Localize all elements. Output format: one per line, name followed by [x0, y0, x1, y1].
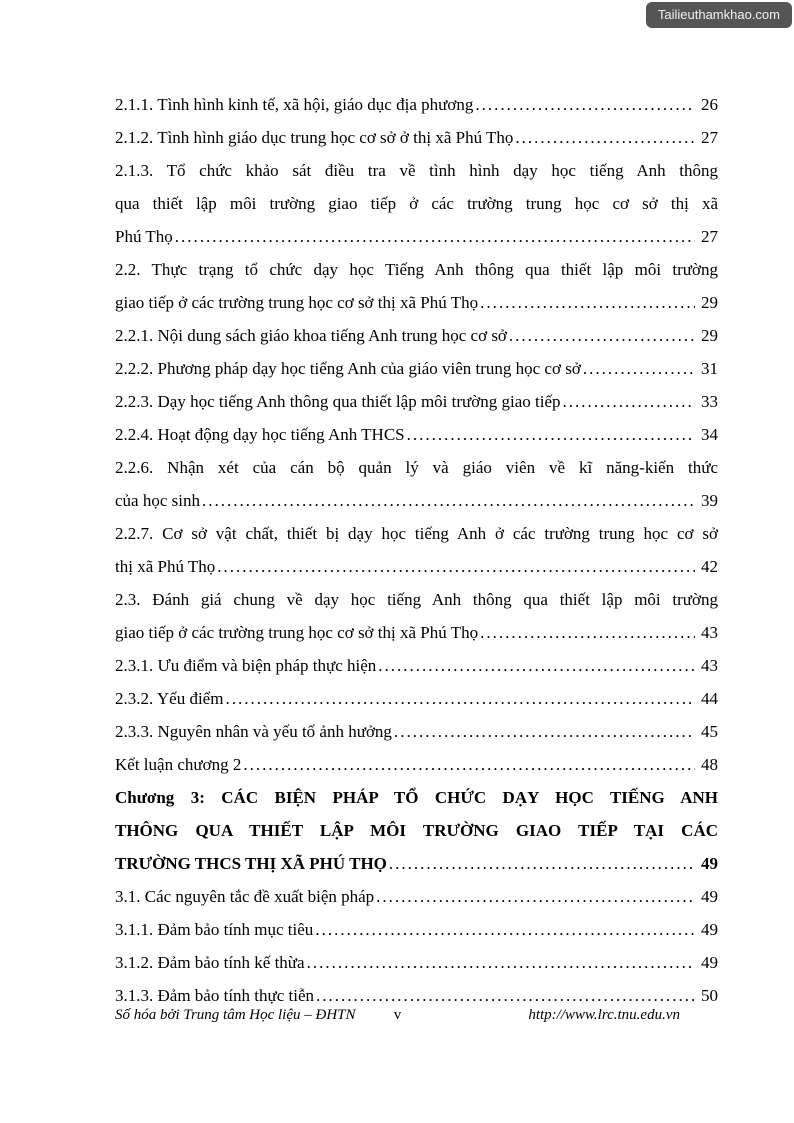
toc-line: qua thiết lập môi trường giao tiếp ở các trường trung học cơ sở thị xã — [115, 194, 718, 213]
toc-page-number: 45 — [701, 722, 718, 741]
toc-page-number: 26 — [701, 95, 718, 114]
toc-line-leader — [115, 682, 718, 715]
toc-page-number: 43 — [701, 623, 718, 642]
dot-leader — [515, 121, 695, 154]
toc-line-leader — [115, 220, 718, 253]
toc-entry-text: Phú Thọ — [115, 227, 173, 246]
toc-page-number: 49 — [701, 854, 718, 873]
toc-line: 2.1.3. Tổ chức khảo sát điều tra về tình hình dạy học tiếng Anh thông — [115, 161, 718, 180]
toc — [115, 88, 718, 1012]
dot-leader — [217, 550, 695, 583]
toc-line-leader — [115, 352, 718, 385]
toc-page-number: 49 — [701, 887, 718, 906]
toc-entry-text: 3.1.1. Đảm bảo tính mục tiêu — [115, 920, 314, 939]
toc-entry-text: 3.1.2. Đảm bảo tính kế thừa — [115, 953, 305, 972]
toc-page-number: 42 — [701, 557, 718, 576]
toc-entry — [115, 781, 718, 880]
toc-entry-text: giao tiếp ở các trường trung học cơ sở thị xã Phú Thọ — [115, 623, 479, 642]
dot-leader — [509, 319, 695, 352]
toc-entry — [115, 253, 718, 319]
toc-page-number: 31 — [701, 359, 718, 378]
dot-leader — [315, 913, 695, 946]
toc-entry-text: 2.2.2. Phương pháp dạy học tiếng Anh của giáo viên trung học cơ sở — [115, 359, 581, 378]
toc-entry — [115, 682, 718, 715]
toc-entry — [115, 517, 718, 583]
dot-leader — [563, 385, 696, 418]
toc-page-number: 33 — [701, 392, 718, 411]
toc-page-number: 49 — [701, 953, 718, 972]
footer-digitized-by: Số hóa bởi Trung tâm Học liệu – ĐHTN — [115, 1007, 356, 1023]
toc-line-leader — [115, 550, 718, 583]
toc-entry-text: giao tiếp ở các trường trung học cơ sở thị xã Phú Thọ — [115, 293, 479, 312]
toc-line-leader — [115, 484, 718, 517]
toc-line-leader — [115, 946, 718, 979]
dot-leader — [175, 220, 695, 253]
toc-entry — [115, 154, 718, 253]
toc-line-leader — [115, 616, 718, 649]
toc-entry — [115, 385, 718, 418]
toc-line-leader — [115, 847, 718, 880]
dot-leader — [583, 352, 695, 385]
toc-line: 2.3. Đánh giá chung về dạy học tiếng Anh thông qua thiết lập môi trường — [115, 590, 718, 609]
toc-entry-text: Kết luận chương 2 — [115, 755, 242, 774]
toc-entry — [115, 88, 718, 121]
toc-entry — [115, 451, 718, 517]
toc-entry-text: 2.2.3. Dạy học tiếng Anh thông qua thiết lập môi trường giao tiếp — [115, 392, 561, 411]
toc-entry-text: 2.1.2. Tình hình giáo dục trung học cơ sở ở thị xã Phú Thọ — [115, 128, 514, 147]
toc-line-leader — [115, 286, 718, 319]
toc-line-leader — [115, 385, 718, 418]
toc-entry — [115, 319, 718, 352]
toc-entry — [115, 748, 718, 781]
toc-entry-text: của học sinh — [115, 491, 200, 510]
dot-leader — [202, 484, 695, 517]
toc-entry-text: 3.1. Các nguyên tắc đề xuất biện pháp — [115, 887, 375, 906]
toc-entry — [115, 913, 718, 946]
toc-page-number: 39 — [701, 491, 718, 510]
toc-entry — [115, 649, 718, 682]
toc-entry — [115, 880, 718, 913]
toc-page-number: 44 — [701, 689, 718, 708]
toc-line-leader — [115, 748, 718, 781]
toc-entry — [115, 946, 718, 979]
watermark-badge[interactable]: Tailieuthamkhao.com — [646, 2, 792, 28]
toc-line-leader — [115, 121, 718, 154]
toc-line-leader — [115, 319, 718, 352]
toc-entry-text: 2.2.1. Nội dung sách giáo khoa tiếng Anh trung học cơ sở — [115, 326, 507, 345]
footer-url: http://www.lrc.tnu.edu.vn — [528, 1007, 680, 1023]
toc-line: 2.2. Thực trạng tổ chức dạy học Tiếng Anh thông qua thiết lập môi trường — [115, 260, 718, 279]
page-footer — [115, 1007, 718, 1024]
toc-entry-text: thị xã Phú Thọ — [115, 557, 216, 576]
toc-line: THÔNG QUA THIẾT LẬP MÔI TRƯỜNG GIAO TIẾP TẠI CÁC — [115, 821, 718, 840]
toc-entry-text: 2.1.1. Tình hình kinh tế, xã hội, giáo dục địa phương — [115, 95, 474, 114]
toc-line-leader — [115, 913, 718, 946]
toc-page-number: 29 — [701, 326, 718, 345]
toc-page-number: 43 — [701, 656, 718, 675]
dot-leader — [394, 715, 695, 748]
toc-page-number: 34 — [701, 425, 718, 444]
toc-line-leader — [115, 715, 718, 748]
dot-leader — [307, 946, 695, 979]
toc-line-leader — [115, 880, 718, 913]
toc-line-leader — [115, 88, 718, 121]
toc-entry — [115, 583, 718, 649]
toc-entry — [115, 418, 718, 451]
toc-page-number: 27 — [701, 128, 718, 147]
toc-page-number: 27 — [701, 227, 718, 246]
dot-leader — [480, 616, 695, 649]
toc-entry-text: 2.2.4. Hoạt động dạy học tiếng Anh THCS — [115, 425, 405, 444]
toc-entry-text: 3.1.3. Đảm bảo tính thực tiễn — [115, 986, 315, 1005]
dot-leader — [389, 847, 695, 880]
toc-entry — [115, 352, 718, 385]
dot-leader — [475, 88, 695, 121]
toc-entry-text: 2.3.2. Yếu điểm — [115, 689, 224, 708]
dot-leader — [480, 286, 695, 319]
toc-entry — [115, 121, 718, 154]
toc-line-leader — [115, 649, 718, 682]
toc-entry-text: 2.3.1. Ưu điểm và biện pháp thực hiện — [115, 656, 377, 675]
dot-leader — [376, 880, 695, 913]
toc-page-number: 29 — [701, 293, 718, 312]
toc-line: 2.2.6. Nhận xét của cán bộ quản lý và giáo viên về kĩ năng-kiến thức — [115, 458, 718, 477]
dot-leader — [378, 649, 695, 682]
toc-entry-text: TRƯỜNG THCS THỊ XÃ PHÚ THỌ — [115, 854, 387, 873]
footer-page-number: v — [393, 1007, 402, 1023]
dot-leader — [243, 748, 695, 781]
toc-page-number: 48 — [701, 755, 718, 774]
toc-page-number: 49 — [701, 920, 718, 939]
toc-page-number: 50 — [701, 986, 718, 1005]
dot-leader — [225, 682, 695, 715]
toc-entry-text: 2.3.3. Nguyên nhân và yếu tố ảnh hưởng — [115, 722, 392, 741]
dot-leader — [407, 418, 695, 451]
toc-line-leader — [115, 418, 718, 451]
toc-line: 2.2.7. Cơ sở vật chất, thiết bị dạy học tiếng Anh ở các trường trung học cơ sở — [115, 524, 718, 543]
toc-line: Chương 3: CÁC BIỆN PHÁP TỔ CHỨC DẠY HỌC TIẾNG ANH — [115, 788, 718, 807]
toc-entry — [115, 715, 718, 748]
